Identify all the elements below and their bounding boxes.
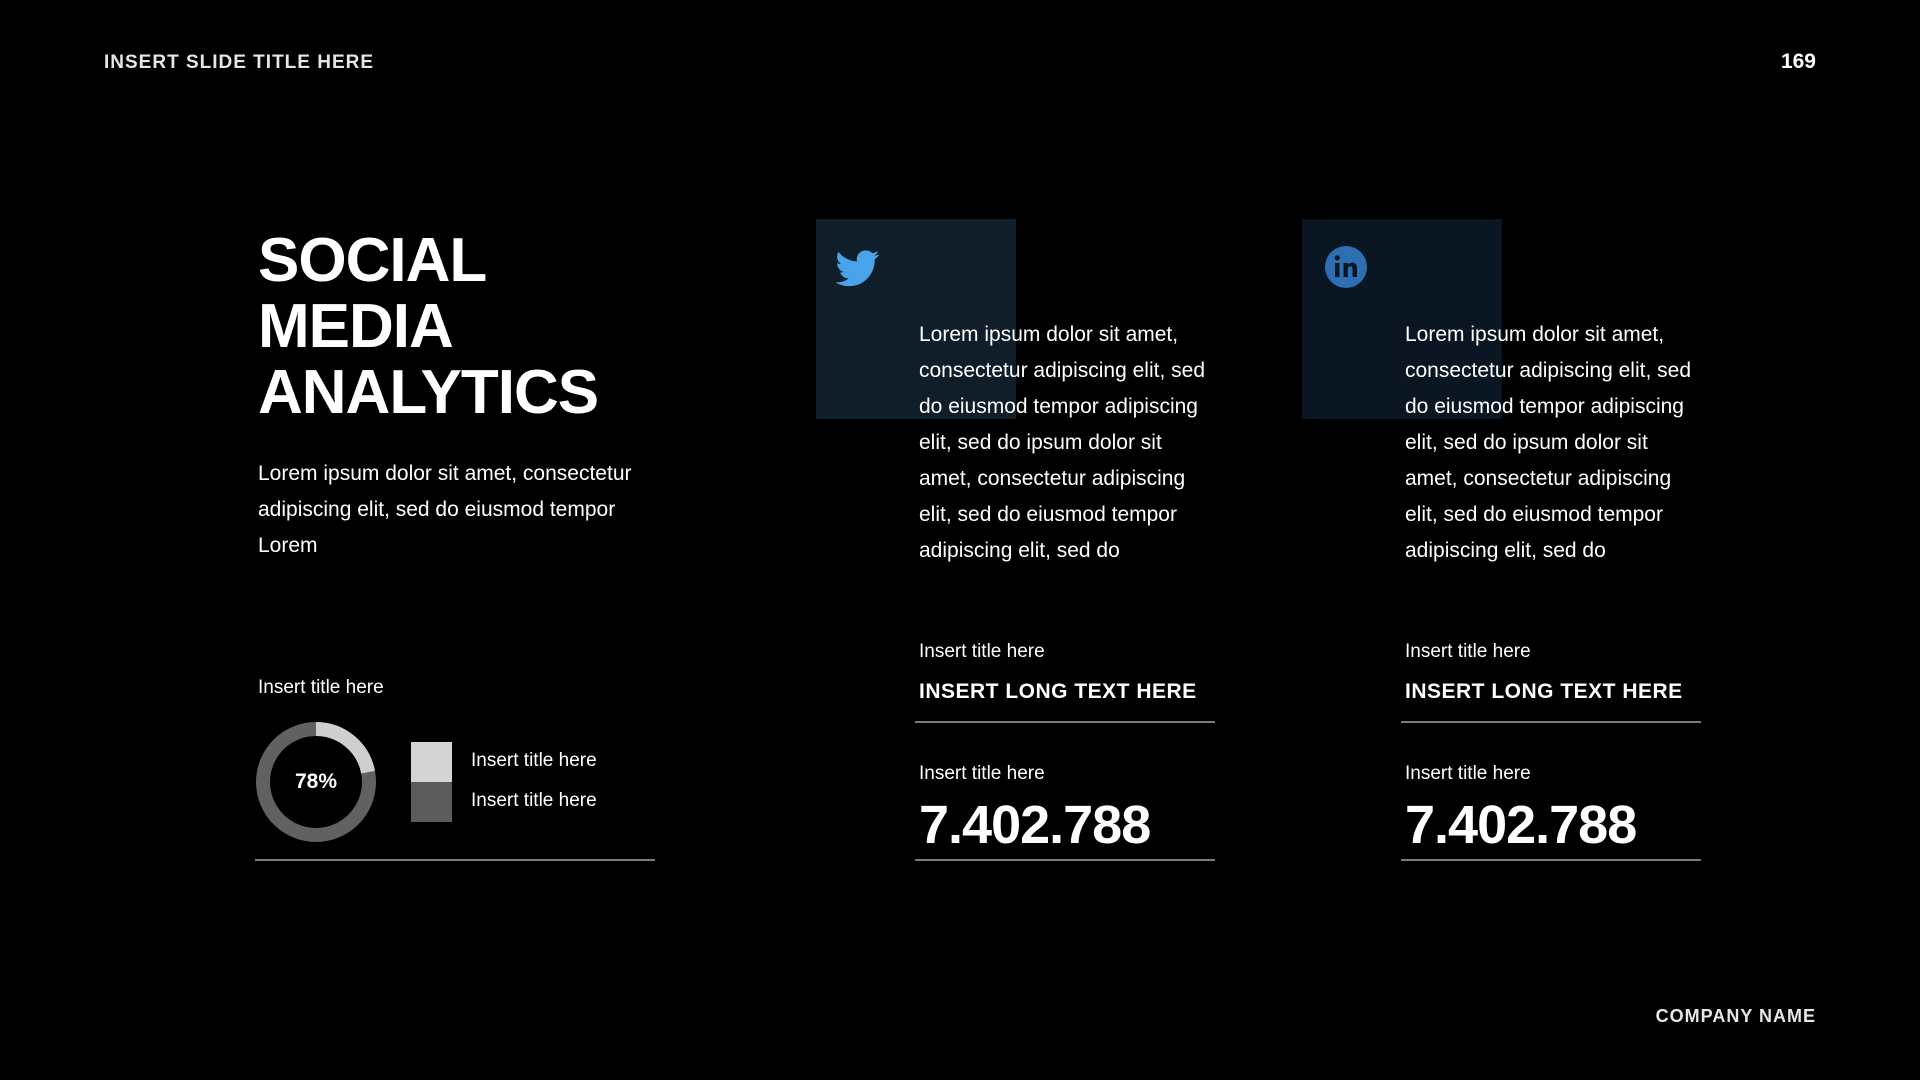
linkedin-long-text: INSERT LONG TEXT HERE: [1405, 680, 1683, 703]
divider: [915, 859, 1215, 861]
linkedin-icon[interactable]: [1324, 245, 1368, 289]
twitter-long-text: INSERT LONG TEXT HERE: [919, 680, 1197, 703]
legend-swatch-light: [411, 742, 452, 782]
linkedin-title-2: Insert title here: [1405, 763, 1531, 784]
twitter-card-text: Lorem ipsum dolor sit amet, consectetur adipiscing elit, sed do eiusmod tempor adipiscing elit, sed do ipsum dolor sit amet, consectetur adipiscing elit, sed do eiusmod tempor adipiscing elit, sed do: [919, 323, 1205, 562]
divider: [1401, 859, 1701, 861]
twitter-title-2: Insert title here: [919, 763, 1045, 784]
legend-label-1: Insert title here: [471, 750, 597, 771]
headline-line-2: MEDIA: [258, 292, 453, 361]
intro-text: Lorem ipsum dolor sit amet, consectetur adipiscing elit, sed do eiusmod tempor Lorem: [258, 462, 632, 557]
twitter-title-1: Insert title here: [919, 641, 1045, 662]
page-number: 169: [1780, 50, 1816, 73]
slide-title: INSERT SLIDE TITLE HERE: [104, 52, 375, 73]
divider: [1401, 721, 1701, 723]
twitter-icon[interactable]: [836, 246, 880, 290]
donut-percent: 78%: [294, 770, 338, 793]
legend-label-2: Insert title here: [471, 790, 597, 811]
headline-line-1: SOCIAL: [258, 226, 487, 295]
divider: [255, 859, 655, 861]
twitter-metric: 7.402.788: [919, 795, 1151, 855]
linkedin-card-text: Lorem ipsum dolor sit amet, consectetur adipiscing elit, sed do eiusmod tempor adipiscing elit, sed do ipsum dolor sit amet, consectetur adipiscing elit, sed do eiusmod tempor adipiscing elit, sed do: [1405, 323, 1691, 562]
legend-swatch-dark: [411, 782, 452, 822]
divider: [915, 721, 1215, 723]
headline-line-3: ANALYTICS: [258, 358, 599, 427]
donut-title: Insert title here: [258, 677, 384, 698]
headline: [258, 228, 598, 426]
linkedin-title-1: Insert title here: [1405, 641, 1531, 662]
company-name: COMPANY NAME: [1655, 1006, 1816, 1026]
linkedin-metric: 7.402.788: [1405, 795, 1637, 855]
